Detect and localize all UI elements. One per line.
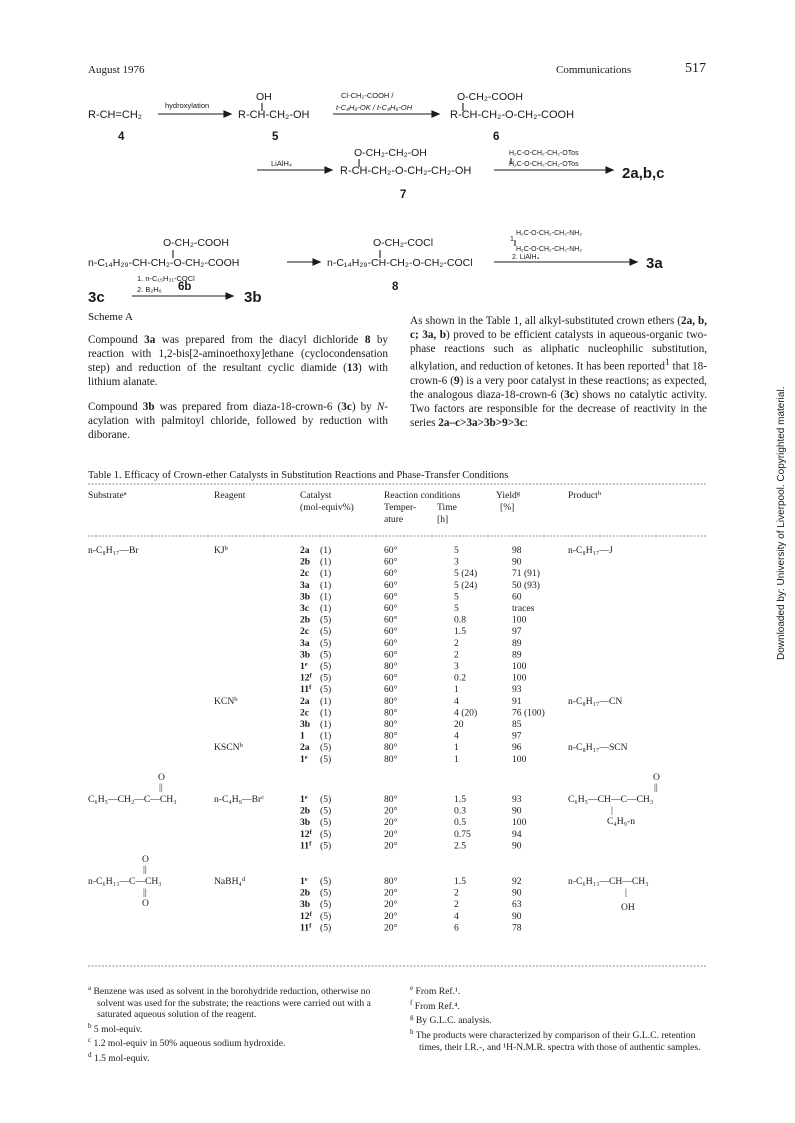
scheme-6b-sub: O-CH₂-COOH [163, 237, 229, 249]
catalyst-id: 3b [300, 817, 311, 829]
catalyst-amount: (5) [320, 614, 332, 626]
product-1: n-C₈H₁₇—CN [568, 695, 623, 707]
catalyst-id: 1e [300, 794, 308, 805]
header-section: Communications [556, 64, 632, 76]
catalyst-amount: (1) [320, 568, 332, 580]
product-carbonyl-o: O [653, 772, 660, 783]
catalyst-amount: (5) [320, 922, 332, 934]
scheme-reactant-3c: 3c [88, 289, 105, 306]
header-temperature: Temper- [384, 502, 417, 513]
header-date: August 1976 [88, 64, 145, 76]
scheme-product-3a: 3a [646, 255, 663, 272]
time: 2 [454, 887, 459, 899]
catalyst-id: 1e [300, 661, 308, 672]
scheme-oh: OH [256, 91, 272, 103]
temperature: 60° [384, 649, 398, 661]
temperature: 20° [384, 887, 398, 899]
product-branch: | [611, 805, 613, 816]
substrate-carbonyl-o: O [142, 854, 149, 865]
catalyst-id: 2b [300, 614, 311, 626]
temperature: 60° [384, 603, 398, 614]
catalyst-amount: (5) [320, 661, 332, 672]
scheme-reactant-4: R-CH=CH₂ [88, 109, 143, 121]
time: 5 [454, 591, 459, 603]
table-caption: Table 1. Efficacy of Crown-ether Catalysts in Substitution Reactions and Phase-Transfer Conditions [88, 470, 509, 481]
temperature: 60° [384, 556, 398, 568]
time: 0.2 [454, 672, 466, 684]
catalyst-amount: (1) [320, 579, 332, 591]
catalyst-amount: (1) [320, 730, 332, 742]
scheme-step-borane: 2. B₂H₆ [137, 285, 162, 294]
product-double-bond: || [654, 782, 658, 793]
product-3: C₆H₅—CH—C—CH₃ [568, 794, 654, 805]
time: 6 [454, 922, 459, 934]
footnote-h: $^h$ The products were characterized by comparison of their G.L.C. retention times, their I.R.-, and ¹H-N.M.R. spectra with those of authentic samples. [410, 1028, 701, 1053]
catalyst-amount: (1) [320, 719, 332, 730]
yield: 89 [512, 649, 522, 661]
yield: 90 [512, 805, 522, 817]
catalyst-id: 1 [300, 730, 305, 742]
temperature: 80° [384, 730, 398, 742]
temperature: 60° [384, 637, 398, 649]
product-0: n-C₈H₁₇—J [568, 545, 613, 556]
temperature: 80° [384, 876, 398, 887]
temperature: 20° [384, 828, 398, 840]
temperature: 60° [384, 545, 398, 556]
scheme-8-sub: O-CH₂-COCl [373, 237, 434, 249]
scheme-reagent-tos-1: H₂C-O-CH₂-CH₂-OTos [509, 150, 579, 157]
reagent-3: n-C₄H₉—Br$^c$ [214, 794, 265, 805]
scheme-6b: n-C₁₄H₂₉-CH-CH₂-O-CH₂-COOH [88, 257, 240, 269]
yield: 100 [512, 817, 527, 829]
time: 1.5 [454, 626, 466, 638]
catalyst-id: 3b [300, 899, 311, 911]
time: 4 [454, 695, 459, 707]
yield: 93 [512, 684, 522, 696]
scheme-num-4: 4 [118, 131, 125, 143]
scheme-arrow-label-2a: Cl-CH₂-COOH / [341, 91, 394, 100]
reaction-scheme [0, 0, 795, 320]
temperature: 80° [384, 661, 398, 672]
catalyst-id: 2c [300, 707, 310, 719]
time: 0.5 [454, 817, 466, 829]
catalyst-id: 12$^f$ [300, 828, 312, 840]
catalyst-amount: (1) [320, 695, 332, 707]
yield: 60 [512, 591, 522, 603]
yield: 96 [512, 742, 522, 754]
substrate-double-bond-2: || [143, 887, 147, 898]
time: 1.5 [454, 794, 466, 805]
reagent-4: NaBH₄$^d$ [214, 876, 246, 887]
scheme-num-7: 7 [400, 189, 407, 201]
footnote-f: $^f$ From Ref.⁴. [410, 998, 460, 1012]
scheme-num-6b: 6b [178, 281, 192, 293]
substrate-4: n-C₆H₁₃—C—CH₃ [88, 876, 162, 887]
yield: 90 [512, 840, 522, 852]
scheme-num-8: 8 [392, 281, 399, 293]
time: 2 [454, 899, 459, 911]
header-time-unit: [h] [437, 514, 449, 525]
temperature: 20° [384, 910, 398, 922]
header-product: Product$^h$ [568, 490, 602, 501]
catalyst-amount: (5) [320, 649, 332, 661]
temperature: 60° [384, 568, 398, 580]
footnote-d: $^d$ 1.5 mol-equiv. [88, 1051, 150, 1065]
yield: 97 [512, 730, 522, 742]
catalyst-amount: (5) [320, 805, 332, 817]
header-reagent: Reagent [214, 490, 246, 501]
yield: 90 [512, 910, 522, 922]
scheme-arrow-label-hydroxylation: hydroxylation [165, 101, 210, 110]
catalyst-amount: (1) [320, 707, 332, 719]
time: 1 [454, 742, 459, 754]
time: 1 [454, 753, 459, 765]
product-branch: | [625, 887, 627, 898]
footnote-b: $^b$ 5 mol-equiv. [88, 1021, 143, 1035]
substrate-0: n-C₈H₁₇—Br [88, 545, 139, 556]
scheme-num-6: 6 [493, 131, 500, 143]
time: 4 (20) [454, 707, 478, 719]
catalyst-id: 1e [300, 753, 308, 765]
catalyst-amount: (5) [320, 840, 332, 852]
temperature: 60° [384, 672, 398, 684]
catalyst-amount: (1) [320, 556, 332, 568]
catalyst-id: 3b [300, 649, 311, 661]
yield: 85 [512, 719, 522, 730]
temperature: 80° [384, 719, 398, 730]
catalyst-amount: (5) [320, 910, 332, 922]
temperature: 20° [384, 899, 398, 911]
yield: traces [512, 603, 535, 614]
catalyst-id: 2c [300, 626, 310, 638]
catalyst-id: 3b [300, 719, 311, 730]
scheme-step-1: 1. [510, 236, 516, 243]
time: 3 [454, 556, 459, 568]
yield: 63 [512, 899, 522, 911]
time: 4 [454, 730, 459, 742]
catalyst-id: 2c [300, 568, 310, 580]
catalyst-id: 3b [300, 591, 311, 603]
catalyst-amount: (5) [320, 637, 332, 649]
catalyst-id: 2b [300, 887, 311, 899]
scheme-num-5: 5 [272, 131, 279, 143]
substrate-3: C₆H₅—CH₂—C—CH₃ [88, 794, 177, 805]
footnotes-right [410, 983, 707, 1053]
footnote-e: $^e$ From Ref.¹. [410, 984, 461, 998]
catalyst-amount: (1) [320, 603, 332, 614]
temperature: 60° [384, 626, 398, 638]
temperature: 80° [384, 753, 398, 765]
header-catalyst: Catalyst [300, 490, 332, 501]
temperature: 80° [384, 695, 398, 707]
time: 5 [454, 603, 459, 614]
catalyst-id: 11$^f$ [300, 922, 312, 934]
substrate-double-bond: || [143, 864, 147, 875]
catalyst-id: 2b [300, 805, 311, 817]
time: 2 [454, 637, 459, 649]
temperature: 60° [384, 614, 398, 626]
catalyst-id: 2b [300, 556, 311, 568]
time: 5 (24) [454, 579, 478, 591]
yield: 92 [512, 876, 522, 887]
scheme-caption: Scheme A [88, 311, 133, 323]
catalyst-amount: (5) [320, 817, 332, 829]
yield: 90 [512, 887, 522, 899]
yield: 100 [512, 672, 527, 684]
yield: 78 [512, 922, 522, 934]
scheme-arrow-label-lialh4: LiAlH₄ [271, 159, 292, 168]
header-substrate: Substrate$^a$ [88, 490, 127, 501]
catalyst-id: 1e [300, 876, 308, 887]
yield: 98 [512, 545, 522, 556]
header-conditions: Reaction conditions [384, 490, 461, 501]
product-substituent-4: OH [621, 902, 635, 913]
time: 0.3 [454, 805, 466, 817]
temperature: 80° [384, 794, 398, 805]
scheme-product-7: R-CH-CH₂-O-CH₂-CH₂-OH [340, 165, 472, 177]
catalyst-id: 11$^f$ [300, 840, 312, 852]
yield: 71 (91) [512, 568, 540, 580]
product-4: n-C₆H₁₃—CH—CH₃ [568, 876, 649, 887]
scheme-reagent-amine-1: H₂C-O-CH₂-CH₂-NH₂ [516, 230, 583, 237]
catalyst-id: 11$^f$ [300, 684, 312, 696]
yield: 89 [512, 637, 522, 649]
catalyst-amount: (5) [320, 876, 332, 887]
temperature: 20° [384, 840, 398, 852]
catalyst-id: 2a [300, 742, 310, 754]
footnote-c: $^c$ 1.2 mol-equiv in 50% aqueous sodium hydroxide. [88, 1036, 286, 1050]
catalyst-id: 2a [300, 545, 310, 556]
product-2: n-C₈H₁₇—SCN [568, 742, 628, 754]
catalyst-amount: (5) [320, 753, 332, 765]
substrate-carbonyl-o: O [158, 772, 165, 783]
yield: 100 [512, 753, 527, 765]
time: 0.75 [454, 828, 471, 840]
catalyst-amount: (5) [320, 794, 332, 805]
time: 5 (24) [454, 568, 478, 580]
header-yield-unit: [%] [500, 502, 515, 513]
scheme-reagent-tos-2: H₂C-O-CH₂-CH₂-OTos [509, 161, 579, 168]
catalyst-id: 3a [300, 637, 310, 649]
header-temperature-2: ature [384, 514, 404, 525]
catalyst-id: 3c [300, 603, 310, 614]
catalyst-amount: (1) [320, 545, 332, 556]
substrate-carbonyl-o-2: O [142, 898, 149, 909]
time: 0.8 [454, 614, 466, 626]
yield: 97 [512, 626, 522, 638]
catalyst-amount: (5) [320, 626, 332, 638]
scheme-step-2: 2. LiAlH₄ [512, 254, 540, 261]
body-right-paragraph-1: As shown in the Table 1, all alkyl-substituted crown ethers (2a, b, c; 3a, b) proved to be efficient catalysts in aqueous-organic two-phase reactions such as aliphatic nucleophilic substitution, alkylation, and reduction of ketones. It has been reported$^1$ that 18-crown-6 (9) is a very poor catalyst in these reactions; as expected, the analogous diaza-18-crown-6 (3c) shows no catalytic activity. Two factors are responsible for the decrease of reactivity in the series 2a–c>3a>3b>9>3c: [410, 315, 708, 429]
scheme-product-6: R-CH-CH₂-O-CH₂-COOH [450, 109, 575, 121]
temperature: 20° [384, 805, 398, 817]
reagent-2: KSCN$^b$ [214, 742, 243, 754]
yield: 90 [512, 556, 522, 568]
scheme-product-3b: 3b [244, 289, 262, 306]
header-yield: Yield$^g$ [496, 490, 521, 501]
temperature: 80° [384, 742, 398, 754]
reagent-1: KCN$^b$ [214, 695, 238, 707]
body-left-paragraph-2: Compound 3b was prepared from diaza-18-crown-6 (3c) by N-acylation with palmitoyl chloride, followed by reduction with diborane. [88, 401, 389, 441]
scheme-step-acyl: 1. n-C₁₅H₃₁-COCl [137, 274, 195, 283]
catalyst-amount: (1) [320, 591, 332, 603]
reagent-0: $KJ^b$ [214, 545, 228, 556]
temperature: 60° [384, 579, 398, 591]
yield: 94 [512, 828, 522, 840]
catalyst-amount: (5) [320, 684, 332, 696]
yield: 91 [512, 695, 522, 707]
catalyst-amount: (5) [320, 742, 332, 754]
scheme-product-5: R-CH-CH₂-OH [238, 109, 310, 121]
yield: 100 [512, 614, 527, 626]
scheme-product-7-sub: O-CH₂-CH₂-OH [354, 147, 427, 159]
time: 5 [454, 545, 459, 556]
time: 3 [454, 661, 459, 672]
time: 20 [454, 719, 464, 730]
scheme-product-2abc: 2a,b,c [622, 165, 665, 182]
scheme-reagent-amine-2: H₂C-O-CH₂-CH₂-NH₂ [516, 246, 583, 253]
yield: 100 [512, 661, 527, 672]
time: 1 [454, 684, 459, 696]
download-notice: Downloaded by: University of Liverpool. Copyrighted material. [776, 386, 787, 660]
time: 2.5 [454, 840, 466, 852]
catalyst-amount: (5) [320, 899, 332, 911]
temperature: 20° [384, 922, 398, 934]
header-catalyst-unit: (mol-equiv%) [300, 502, 354, 513]
footnote-a: $^a$ Benzene was used as solvent in the borohydride reduction, otherwise no solvent was used for the substrate; the reactions were carried out with a saturated aqueous solution of the reagent. [88, 984, 371, 1021]
body-left-paragraph-1: Compound 3a was prepared from the diacyl dichloride 8 by reaction with 1,2-bis[2-aminoethoxy]ethane (cyclocondensation step) and reduction of the resultant cyclic diamide (13) with lithium alanate. [88, 334, 388, 388]
temperature: 60° [384, 591, 398, 603]
scheme-8: n-C₁₄H₂₉-CH-CH₂-O-CH₂-COCl [327, 257, 473, 269]
scheme-arrow-label-2b: t-C₄H₉-OK / t-C₄H₉-OH [336, 103, 413, 112]
time: 4 [454, 910, 459, 922]
substrate-double-bond: || [159, 782, 163, 793]
yield: 93 [512, 794, 522, 805]
time: 2 [454, 649, 459, 661]
scheme-product-6-sub: O-CH₂-COOH [457, 91, 523, 103]
temperature: 20° [384, 817, 398, 829]
catalyst-id: 12$^f$ [300, 672, 312, 684]
catalyst-amount: (5) [320, 828, 332, 840]
catalyst-id: 3a [300, 579, 310, 591]
catalyst-id: 2a [300, 695, 310, 707]
catalyst-amount: (5) [320, 672, 332, 684]
page-number: 517 [685, 61, 706, 76]
header-time: Time [437, 502, 457, 513]
temperature: 60° [384, 684, 398, 696]
product-substituent-3: C₄H₉-n [607, 816, 636, 827]
catalyst-amount: (5) [320, 887, 332, 899]
time: 1.5 [454, 876, 466, 887]
footnote-g: $^g$ By G.L.C. analysis. [410, 1013, 492, 1027]
catalyst-id: 12$^f$ [300, 910, 312, 922]
footnotes-left [88, 983, 388, 1065]
yield: 50 (93) [512, 579, 540, 591]
temperature: 80° [384, 707, 398, 719]
yield: 76 (100) [512, 707, 545, 719]
